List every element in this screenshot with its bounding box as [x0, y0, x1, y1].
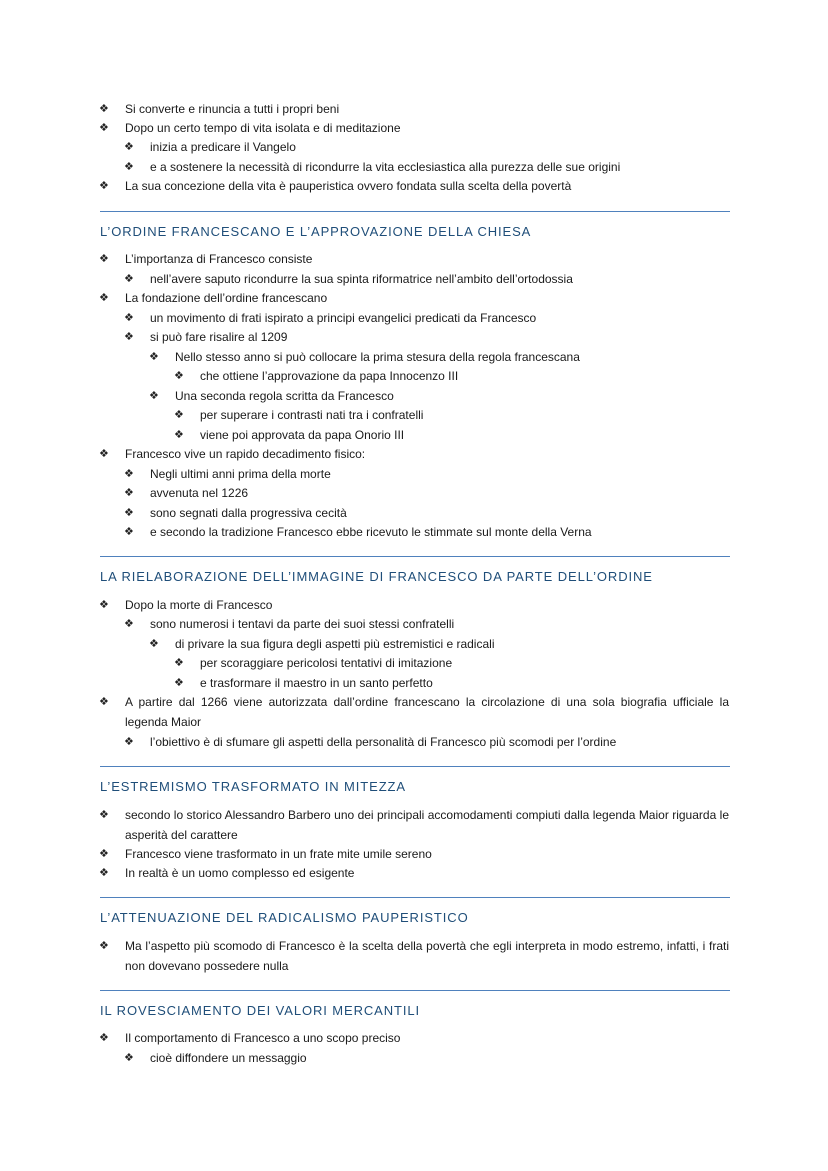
list-item — [124, 138, 296, 158]
bullet-icon: ❖ — [99, 253, 109, 265]
item-text: In realtà è un uomo complesso ed esigente — [125, 866, 355, 880]
section-heading-text: L’ESTREMISMO TRASFORMATO IN MITEZZA — [100, 779, 406, 794]
item-text: sono numerosi i tentavi da parte dei suoi stessi confratelli — [150, 617, 455, 631]
bullet-icon: ❖ — [174, 370, 184, 382]
item-text: cioè diffondere un messaggio — [150, 1051, 307, 1065]
section-heading-text: LA RIELABORAZIONE DELL’IMMAGINE DI FRANCESCO DA PARTE DELL’ORDINE — [100, 569, 653, 584]
section-heading — [100, 910, 730, 925]
bullet-icon: ❖ — [99, 940, 109, 952]
section-heading-text: L’ORDINE FRANCESCANO E L’APPROVAZIONE DELLA CHIESA — [100, 224, 532, 239]
section-rule — [100, 766, 730, 767]
item-text: un movimento di frati ispirato a principi evangelici predicati da Francesco — [150, 311, 537, 325]
item-text: inizia a predicare il Vangelo — [150, 140, 296, 154]
bullet-icon: ❖ — [149, 351, 159, 363]
list-item — [174, 406, 424, 426]
bullet-icon: ❖ — [99, 848, 109, 860]
section-heading — [100, 224, 730, 239]
bullet-icon: ❖ — [99, 696, 109, 708]
section-heading-text: L’ATTENUAZIONE DEL RADICALISMO PAUPERISTICO — [100, 910, 469, 925]
list-item — [99, 937, 729, 976]
item-text: Una seconda regola scritta da Francesco — [175, 389, 394, 403]
list-item — [124, 270, 573, 290]
list-item — [149, 348, 580, 368]
list-item — [99, 596, 273, 616]
bullet-icon: ❖ — [99, 599, 109, 611]
bullet-icon: ❖ — [99, 809, 109, 821]
bullet-icon: ❖ — [124, 487, 134, 499]
bullet-icon: ❖ — [99, 180, 109, 192]
bullet-icon: ❖ — [99, 292, 109, 304]
list-item — [99, 864, 355, 884]
item-text: Si converte e rinuncia a tutti i propri beni — [125, 102, 340, 116]
bullet-icon: ❖ — [124, 507, 134, 519]
item-text: che ottiene l’approvazione da papa Innocenzo III — [200, 369, 459, 383]
section-rule — [100, 556, 730, 557]
item-text: L’importanza di Francesco consiste — [125, 252, 313, 266]
list-item — [99, 845, 432, 865]
list-item — [174, 367, 459, 387]
item-text: viene poi approvata da papa Onorio III — [200, 428, 405, 442]
bullet-icon: ❖ — [124, 468, 134, 480]
list-item — [99, 100, 340, 120]
list-item — [124, 1049, 307, 1069]
list-item — [124, 733, 617, 753]
item-text: avvenuta nel 1226 — [150, 486, 249, 500]
bullet-icon: ❖ — [124, 141, 134, 153]
section-rule — [100, 897, 730, 898]
item-text: sono segnati dalla progressiva cecità — [150, 506, 347, 520]
item-text: Dopo un certo tempo di vita isolata e di meditazione — [125, 121, 401, 135]
list-item — [149, 635, 495, 655]
list-item — [99, 119, 401, 139]
item-text: secondo lo storico Alessandro Barbero uno dei principali accomodamenti compiuti dalla legenda Maior riguarda le asperità del carattere — [125, 808, 729, 842]
item-text: nell’avere saputo ricondurre la sua spinta riformatrice nell’ambito dell’ortodossia — [150, 272, 573, 286]
item-text: per scoraggiare pericolosi tentativi di imitazione — [200, 656, 453, 670]
list-item — [99, 445, 366, 465]
bullet-icon: ❖ — [99, 122, 109, 134]
bullet-icon: ❖ — [99, 1032, 109, 1044]
bullet-icon: ❖ — [149, 638, 159, 650]
bullet-icon: ❖ — [174, 429, 184, 441]
bullet-icon: ❖ — [174, 657, 184, 669]
bullet-icon: ❖ — [149, 390, 159, 402]
section-rule — [100, 211, 730, 212]
list-item — [149, 387, 394, 407]
item-text: Dopo la morte di Francesco — [125, 598, 273, 612]
item-text: A partire dal 1266 viene autorizzata dall’ordine francescano la circolazione di una sola biografia ufficiale la legenda Maior — [125, 695, 729, 729]
item-text: Negli ultimi anni prima della morte — [150, 467, 331, 481]
list-item — [99, 289, 328, 309]
item-text: Ma l’aspetto più scomodo di Francesco è la scelta della povertà che egli interpreta in modo estremo, infatti, i frati non dovevano possedere nulla — [125, 939, 729, 973]
item-text: e a sostenere la necessità di ricondurre la vita ecclesiastica alla purezza delle sue origini — [150, 160, 621, 174]
list-item — [99, 250, 313, 270]
bullet-icon: ❖ — [124, 618, 134, 630]
bullet-icon: ❖ — [124, 273, 134, 285]
bullet-icon: ❖ — [124, 161, 134, 173]
item-text: Francesco vive un rapido decadimento fisico: — [125, 447, 366, 461]
item-text: e secondo la tradizione Francesco ebbe ricevuto le stimmate sul monte della Verna — [150, 525, 592, 539]
bullet-icon: ❖ — [124, 526, 134, 538]
list-item — [99, 177, 572, 197]
item-text: l’obiettivo è di sfumare gli aspetti della personalità di Francesco più scomodi per l’ordine — [150, 735, 617, 749]
list-item — [99, 1029, 401, 1049]
list-item — [174, 654, 453, 674]
list-item — [124, 309, 537, 329]
section-heading-text: IL ROVESCIAMENTO DEI VALORI MERCANTILI — [100, 1003, 421, 1018]
list-item — [124, 504, 347, 524]
bullet-icon: ❖ — [99, 448, 109, 460]
list-item — [174, 426, 405, 446]
list-item — [124, 484, 249, 504]
list-item — [174, 674, 433, 694]
section-heading — [100, 569, 730, 584]
section-heading — [100, 779, 730, 794]
bullet-icon: ❖ — [124, 1052, 134, 1064]
list-item — [124, 328, 288, 348]
item-text: La sua concezione della vita è pauperistica ovvero fondata sulla scelta della povertà — [125, 179, 572, 193]
item-text: La fondazione dell’ordine francescano — [125, 291, 328, 305]
section-rule — [100, 990, 730, 991]
item-text: Il comportamento di Francesco a uno scopo preciso — [125, 1031, 401, 1045]
list-item — [124, 158, 621, 178]
item-text: Nello stesso anno si può collocare la prima stesura della regola francescana — [175, 350, 580, 364]
bullet-icon: ❖ — [124, 331, 134, 343]
bullet-icon: ❖ — [99, 867, 109, 879]
list-item — [124, 465, 331, 485]
item-text: Francesco viene trasformato in un frate mite umile sereno — [125, 847, 432, 861]
list-item — [124, 615, 455, 635]
item-text: di privare la sua figura degli aspetti più estremistici e radicali — [175, 637, 495, 651]
item-text: si può fare risalire al 1209 — [150, 330, 288, 344]
bullet-icon: ❖ — [174, 677, 184, 689]
bullet-icon: ❖ — [99, 103, 109, 115]
item-text: e trasformare il maestro in un santo perfetto — [200, 676, 433, 690]
list-item — [99, 806, 729, 845]
section-heading — [100, 1003, 730, 1018]
item-text: per superare i contrasti nati tra i confratelli — [200, 408, 424, 422]
bullet-icon: ❖ — [174, 409, 184, 421]
list-item — [99, 693, 729, 732]
bullet-icon: ❖ — [124, 736, 134, 748]
bullet-icon: ❖ — [124, 312, 134, 324]
list-item — [124, 523, 592, 543]
